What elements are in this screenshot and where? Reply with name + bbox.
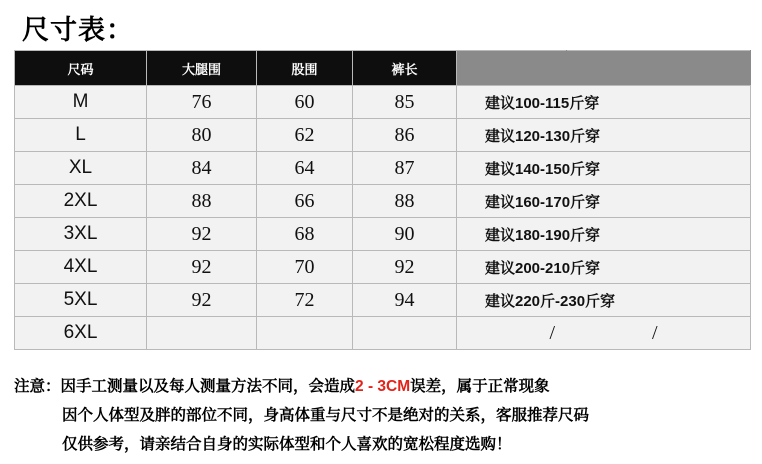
table-row	[15, 251, 751, 284]
cell-size: 4XL	[15, 251, 147, 284]
cell-note: 建议200-210斤穿	[457, 251, 751, 284]
column-header-size: 尺码	[15, 51, 147, 86]
cell-thigh: 88	[147, 185, 257, 218]
footer-line-1-part-a: 注意：因手工测量以及每人测量方法不同，会造成	[14, 378, 356, 395]
cell-size: 6XL	[15, 317, 147, 350]
column-header-blank-1	[457, 51, 567, 86]
cell-note: 建议160-170斤穿	[457, 185, 751, 218]
table-row	[15, 152, 751, 185]
table-body	[15, 86, 751, 350]
cell-note: 建议180-190斤穿	[457, 218, 751, 251]
table-row	[15, 86, 751, 119]
size-table	[14, 50, 751, 350]
cell-length: 90	[353, 218, 457, 251]
page-title: 尺寸表：	[22, 15, 134, 45]
cell-hip: 72	[257, 284, 353, 317]
footer-line-3: 仅供参考，请亲结合自身的实际体型和个人喜欢的宽松程度选购！	[62, 436, 512, 453]
table-row	[15, 119, 751, 152]
size-table-container	[14, 50, 750, 350]
cell-hip: 66	[257, 185, 353, 218]
cell-length	[353, 317, 457, 350]
footer-line-1-part-b: 误差，属于正常现象	[410, 378, 550, 395]
cell-size: 5XL	[15, 284, 147, 317]
cell-hip: 68	[257, 218, 353, 251]
cell-thigh: 92	[147, 218, 257, 251]
cell-hip: 70	[257, 251, 353, 284]
slash-mark-right: /	[651, 321, 658, 344]
cell-length: 87	[353, 152, 457, 185]
table-row	[15, 185, 751, 218]
cell-hip: 60	[257, 86, 353, 119]
footer-notes	[14, 372, 754, 459]
column-header-hip: 股围	[257, 51, 353, 86]
cell-length: 88	[353, 185, 457, 218]
cell-note: 建议100-115斤穿	[457, 86, 751, 119]
cell-hip	[257, 317, 353, 350]
slash-mark-left: /	[549, 321, 555, 344]
cell-thigh	[147, 317, 257, 350]
cell-length: 86	[353, 119, 457, 152]
cell-length: 94	[353, 284, 457, 317]
cell-size: 3XL	[15, 218, 147, 251]
cell-thigh: 92	[147, 251, 257, 284]
cell-hip: 64	[257, 152, 353, 185]
cell-note: 建议120-130斤穿	[457, 119, 751, 152]
column-header-length: 裤长	[353, 51, 457, 86]
cell-note: 建议140-150斤穿	[457, 152, 751, 185]
table-row	[15, 218, 751, 251]
cell-size: XL	[15, 152, 147, 185]
cell-size: L	[15, 119, 147, 152]
cell-size: M	[15, 86, 147, 119]
column-header-thigh: 大腿围	[147, 51, 257, 86]
cell-note	[457, 317, 751, 350]
footer-line-1	[14, 372, 754, 401]
cell-length: 85	[353, 86, 457, 119]
footer-line-2: 因个人体型及胖的部位不同，身高体重与尺寸不是绝对的关系，客服推荐尺码	[62, 407, 590, 424]
cell-thigh: 92	[147, 284, 257, 317]
column-header-blank-2	[567, 51, 751, 86]
table-row	[15, 284, 751, 317]
table-row	[15, 317, 751, 350]
cell-thigh: 84	[147, 152, 257, 185]
cell-note: 建议220斤-230斤穿	[457, 284, 751, 317]
table-header-row	[15, 51, 751, 86]
cell-length: 92	[353, 251, 457, 284]
table-header	[15, 51, 751, 86]
footer-line-1-highlight: 2 - 3CM	[355, 378, 411, 395]
cell-thigh: 76	[147, 86, 257, 119]
cell-size: 2XL	[15, 185, 147, 218]
cell-thigh: 80	[147, 119, 257, 152]
cell-hip: 62	[257, 119, 353, 152]
